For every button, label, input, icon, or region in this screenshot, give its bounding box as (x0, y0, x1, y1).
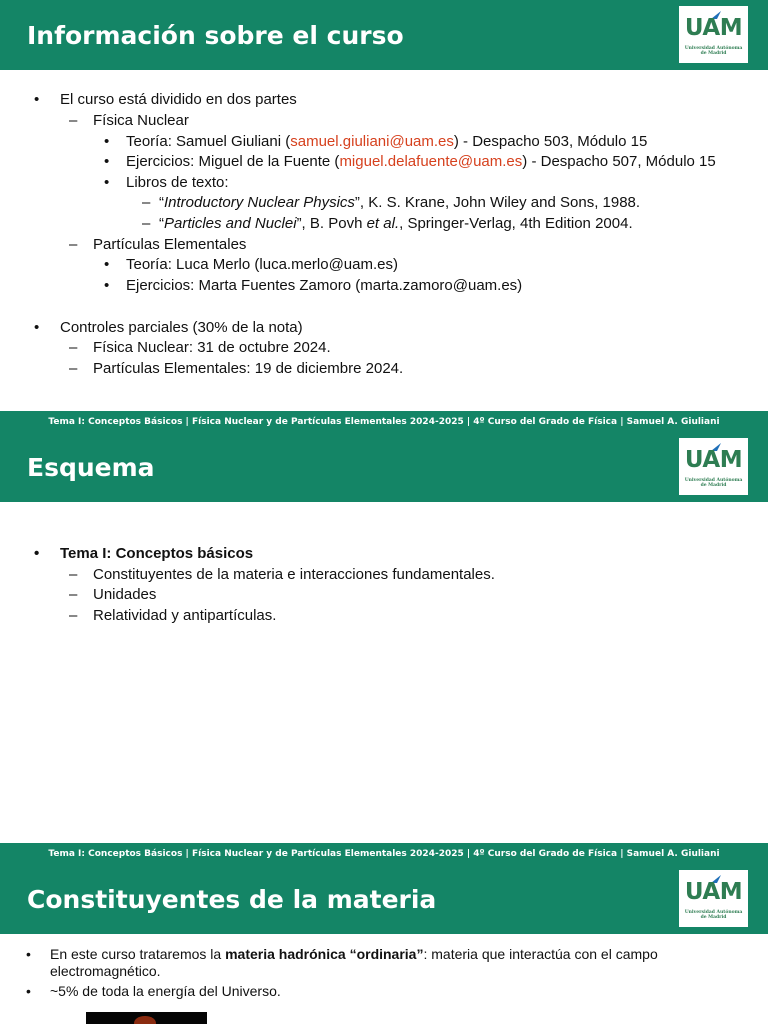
logo-letter-m: M (719, 15, 743, 41)
bullet-course-parts: • El curso está dividido en dos partes (60, 91, 297, 109)
esquema-constituyentes: – Constituyentes de la materia e interacciones fundamentales. (93, 566, 495, 584)
logo-subtitle (679, 46, 748, 56)
sub-particulas: – Partículas Elementales (93, 236, 246, 254)
energia-universo: • ~5% de toda la energía del Universo. (50, 983, 281, 1000)
uam-logo (679, 438, 748, 495)
bullet-controles: • Controles parciales (30% de la nota) (60, 319, 303, 337)
sub-fisica-nuclear: – Física Nuclear (93, 112, 189, 130)
logo-sub-line2: de Madrid (700, 915, 727, 920)
logo-sub-line1: Universidad Autónoma (684, 478, 743, 483)
item-teoria-merlo: • Teoría: Luca Merlo (luca.merlo@uam.es) (126, 256, 398, 274)
materia-hadronica-cont: electromagnético. (50, 963, 161, 979)
logo-sub-line1: Universidad Autónoma (684, 46, 743, 51)
logo-letter-u: U (684, 879, 703, 905)
book-title: Introductory Nuclear Physics (164, 194, 355, 211)
logo-subtitle (679, 478, 748, 488)
item-ejercicios-delafuente (126, 153, 716, 171)
esquema-unidades: – Unidades (93, 586, 156, 604)
text: En este curso trataremos la (50, 946, 226, 962)
text: “ (159, 215, 164, 232)
text: et al. (366, 215, 400, 232)
logo-subtitle (679, 910, 748, 920)
bullet-tema-1: • Tema I: Conceptos básicos (60, 545, 253, 563)
logo-letter-a: A (702, 879, 720, 905)
slide3-title: Constituyentes de la materia (27, 885, 437, 914)
book-povh (159, 215, 633, 233)
email-link-delafuente[interactable]: miguel.delafuente@uam.es (339, 153, 523, 170)
email-link-giuliani[interactable]: samuel.giuliani@uam.es (290, 133, 454, 150)
uam-logo (679, 6, 748, 63)
slide2-footer: Tema I: Conceptos Básicos | Física Nuclear y de Partículas Elementales 2024-2025 | 4º Curso del Grado de Física | Samuel A. Giuliani (48, 849, 720, 859)
logo-sub-line2: de Madrid (700, 483, 727, 488)
slide2-title: Esquema (27, 453, 155, 482)
text: Teoría: Samuel Giuliani ( (126, 133, 291, 150)
logo-mark (679, 15, 748, 41)
item-teoria-giuliani (126, 133, 647, 151)
text: : materia que interactúa con el campo (423, 946, 658, 962)
logo-mark (679, 447, 748, 473)
text: “ (159, 194, 164, 211)
logo-letter-u: U (684, 15, 703, 41)
image-glow (134, 1016, 156, 1024)
esquema-relatividad: – Relatividad y antipartículas. (93, 607, 276, 625)
logo-letter-m: M (719, 879, 743, 905)
logo-mark (679, 879, 748, 905)
text: ) - Despacho 503, Módulo 15 (453, 133, 648, 150)
item-ejercicios-fuentes: • Ejercicios: Marta Fuentes Zamoro (marta.zamoro@uam.es) (126, 277, 522, 295)
slide1-title: Información sobre el curso (27, 21, 404, 50)
logo-letter-m: M (719, 447, 743, 473)
text: ”, K. S. Krane, John Wiley and Sons, 1988. (354, 194, 641, 211)
text: ”, B. Povh (296, 215, 367, 232)
logo-letter-u: U (684, 447, 703, 473)
book-title: Particles and Nuclei (164, 215, 297, 232)
text: Ejercicios: Miguel de la Fuente ( (126, 153, 340, 170)
control-particulas: – Partículas Elementales: 19 de diciembre 2024. (93, 360, 403, 378)
logo-sub-line1: Universidad Autónoma (684, 910, 743, 915)
bold-term: materia hadrónica “ordinaria” (225, 946, 424, 962)
materia-hadronica (50, 946, 658, 963)
logo-sub-line2: de Madrid (700, 51, 727, 56)
logo-letter-a: A (702, 447, 720, 473)
control-fisica-nuclear: – Física Nuclear: 31 de octubre 2024. (93, 339, 331, 357)
slide1-footer: Tema I: Conceptos Básicos | Física Nuclear y de Partículas Elementales 2024-2025 | 4º Curso del Grado de Física | Samuel A. Giuliani (48, 417, 720, 427)
book-krane (159, 194, 640, 212)
item-libros: • Libros de texto: (126, 174, 229, 192)
text: , Springer-Verlag, 4th Edition 2004. (399, 215, 633, 232)
text: ) - Despacho 507, Módulo 15 (522, 153, 716, 170)
universe-image (86, 1012, 207, 1024)
uam-logo (679, 870, 748, 927)
logo-letter-a: A (702, 15, 720, 41)
